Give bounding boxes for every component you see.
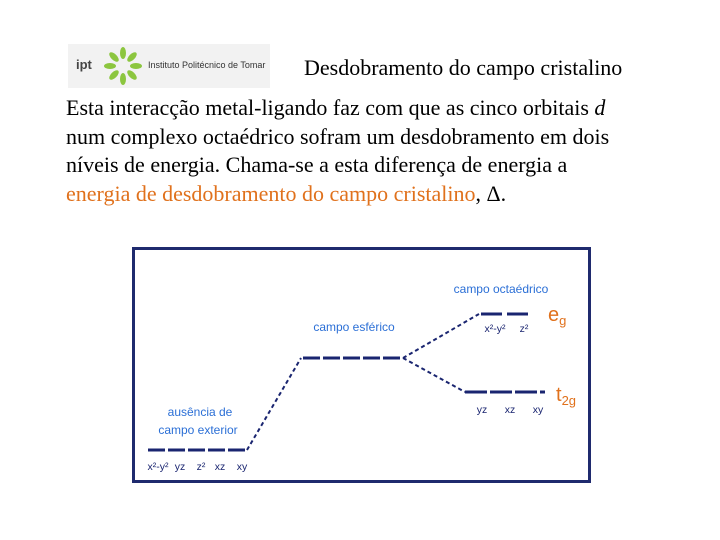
body-line-2: num complexo octaédrico sofram um desdobramento em dois — [66, 123, 610, 149]
octahedral-field-label: campo octaédrico — [453, 282, 549, 296]
eg-orbital-z2: z² — [519, 323, 529, 335]
t2g-symbol-main: t — [556, 384, 562, 406]
free-ion-orbital-yz: yz — [174, 461, 186, 473]
institution-logo — [68, 44, 270, 88]
free-ion-orbital-xy: xy — [236, 461, 248, 473]
splitting-diagram-svg — [135, 250, 588, 480]
logo-institution-name: Instituto Politécnico de Tomar — [148, 60, 266, 70]
t2g-orbital-xz: xz — [504, 404, 516, 416]
free-ion-orbital-x2-y2: x²-y² — [147, 461, 169, 473]
logo-flower-icon — [104, 47, 142, 85]
connector-spherical-to-t2g — [403, 358, 465, 392]
t2g-symbol-subscript: 2g — [561, 393, 577, 408]
highlighted-term: energia de desdobramento do campo cristalino — [66, 180, 476, 206]
t2g-orbital-xy: xy — [532, 404, 544, 416]
t2g-orbital-yz: yz — [476, 404, 488, 416]
connector-free-to-spherical — [247, 358, 301, 450]
body-line-1-text: Esta interacção metal-ligando faz com que as cinco orbitais — [66, 95, 595, 120]
t2g-symbol — [556, 384, 576, 408]
eg-symbol — [548, 304, 566, 328]
logo-abbreviation: ipt — [76, 57, 92, 72]
eg-orbital-x2-y2: x²-y² — [484, 323, 506, 335]
crystal-field-splitting-diagram — [132, 247, 591, 483]
eg-symbol-subscript: g — [559, 313, 567, 328]
connector-spherical-to-eg — [403, 314, 479, 358]
free-ion-label-line1: ausência de — [167, 405, 233, 419]
spherical-field-label: campo esférico — [313, 320, 395, 334]
free-ion-label-line2: campo exterior — [158, 423, 238, 437]
eg-symbol-main: e — [548, 304, 560, 326]
orbital-d-italic: d — [594, 95, 606, 120]
slide-title: Desdobramento do campo cristalino — [304, 55, 623, 80]
free-ion-orbital-z2: z² — [196, 461, 206, 473]
body-line-3: níveis de energia. Chama-se a esta diferença de energia a — [66, 152, 568, 177]
body-line-1 — [66, 94, 666, 123]
body-line-4-tail: , Δ. — [475, 180, 507, 206]
free-ion-orbital-xz: xz — [214, 461, 226, 473]
body-line-4 — [66, 180, 666, 209]
body-paragraph — [66, 94, 666, 208]
